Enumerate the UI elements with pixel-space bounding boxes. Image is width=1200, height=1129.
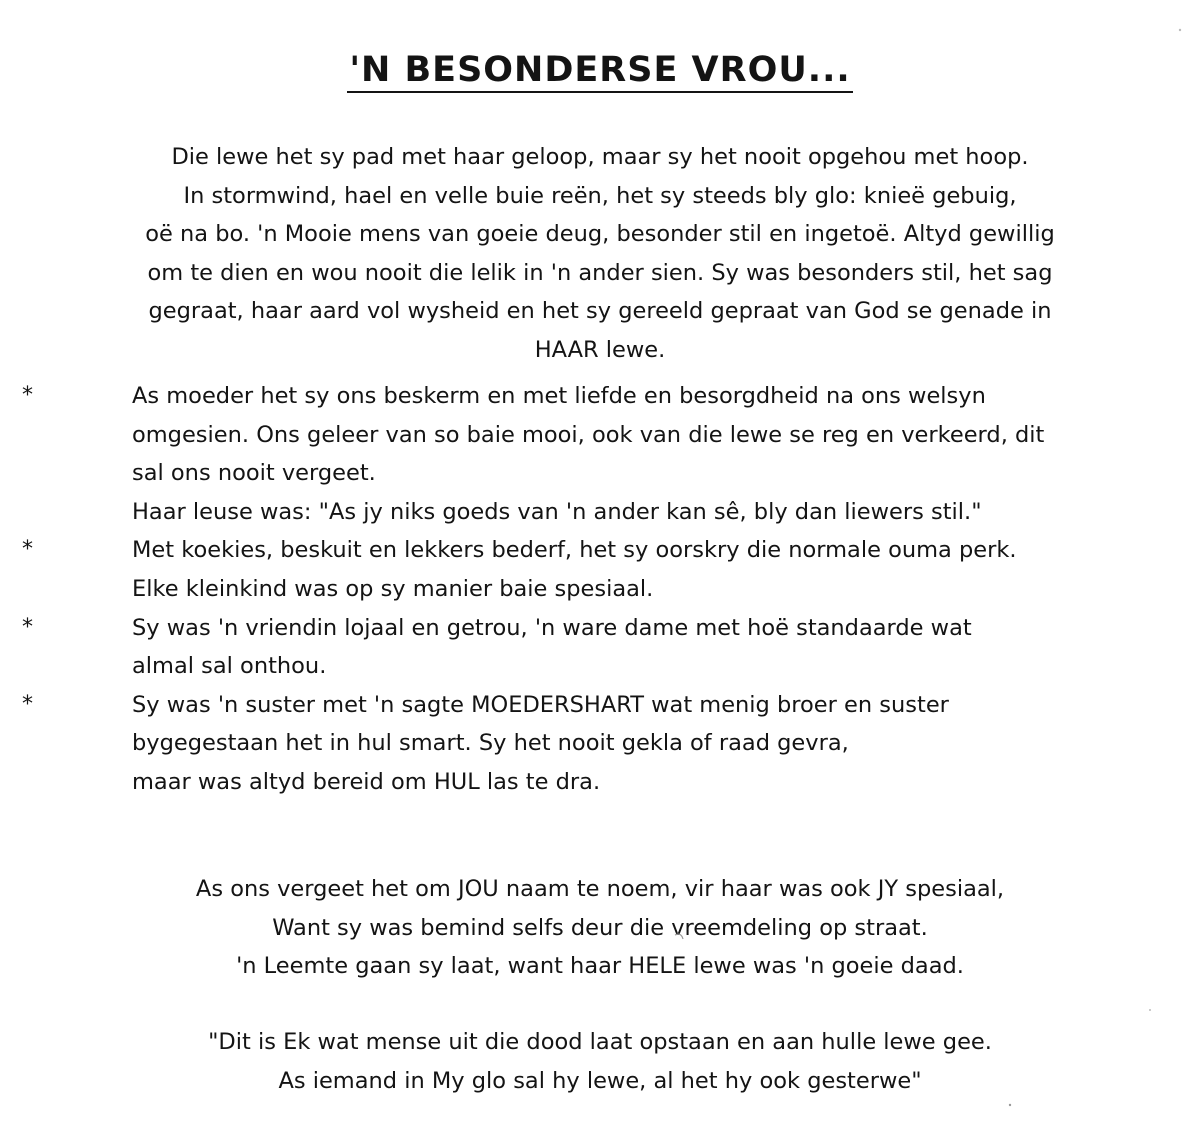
intro-line: om te dien en wou nooit die lelik in 'n ander sien. Sy was besonders stil, het sag bbox=[147, 259, 1053, 286]
closing-line: 'n Leemte gaan sy laat, want haar HELE lewe was 'n goeie daad. bbox=[236, 953, 964, 980]
list-item-line: Haar leuse was: "As jy niks goeds van 'n ander kan sê, bly dan liewers stil." bbox=[132, 498, 982, 525]
asterisk-bullet: * bbox=[22, 691, 33, 717]
list-item-friend bbox=[0, 609, 1200, 686]
list-item-line: maar was altyd bereid om HUL las te dra. bbox=[132, 768, 601, 795]
asterisk-bullet: * bbox=[22, 383, 33, 408]
closing-paragraph bbox=[60, 870, 1140, 986]
intro-line: Die lewe het sy pad met haar geloop, maar sy het nooit opgehou met hoop. bbox=[171, 144, 1029, 170]
quote-line: "Dit is Ek wat mense uit die dood laat opstaan en aan hulle lewe gee. bbox=[208, 1029, 992, 1055]
intro-line: gegraat, haar aard vol wysheid en het sy gereeld gepraat van God se genade in bbox=[148, 298, 1052, 325]
intro-line: HAAR lewe. bbox=[534, 336, 666, 363]
list-item-line: almal sal onthou. bbox=[132, 653, 327, 680]
asterisk-bullet: * bbox=[22, 537, 33, 563]
intro-line: oë na bo. 'n Mooie mens van goeie deug, besonder stil en ingetoë. Altyd gewillig bbox=[145, 221, 1055, 248]
list-item-line: Sy was 'n vriendin lojaal en getrou, 'n ware dame met hoë standaarde wat bbox=[132, 614, 972, 641]
list-item-sister bbox=[0, 686, 1200, 802]
list-item-grandmother bbox=[0, 531, 1200, 608]
tribute-list bbox=[0, 377, 1200, 802]
list-item-line: omgesien. Ons geleer van so baie mooi, ook van die lewe se reg en verkeerd, dit bbox=[132, 421, 1045, 448]
closing-line: As ons vergeet het om JOU naam te noem, vir haar was ook JY spesiaal, bbox=[195, 876, 1005, 902]
list-item-line: Sy was 'n suster met 'n sagte MOEDERSHART wat menig broer en suster bbox=[132, 691, 949, 718]
closing-line: Want sy was bemind selfs deur die vreemdeling op straat. bbox=[272, 914, 928, 941]
list-item-mother bbox=[0, 377, 1200, 531]
list-item-line: Elke kleinkind was op sy manier baie spesiaal. bbox=[132, 575, 654, 602]
quote-line: As iemand in My glo sal hy lewe, al het hy ook gesterwe" bbox=[278, 1067, 922, 1094]
scripture-quote bbox=[60, 1023, 1140, 1100]
intro-paragraph bbox=[60, 138, 1140, 370]
list-item-line: Met koekies, beskuit en lekkers bederf, het sy oorskry die normale ouma perk. bbox=[132, 537, 1017, 564]
list-item-line: bygegestaan het in hul smart. Sy het nooit gekla of raad gevra, bbox=[132, 730, 849, 757]
page-title-text: 'N BESONDERSE VROU... bbox=[347, 49, 852, 93]
page-title bbox=[0, 44, 1200, 96]
list-item-line: As moeder het sy ons beskerm en met liefde en besorgdheid na ons welsyn bbox=[132, 383, 986, 409]
asterisk-bullet: * bbox=[22, 614, 33, 640]
intro-line: In stormwind, hael en velle buie reën, het sy steeds bly glo: knieë gebuig, bbox=[183, 182, 1017, 209]
list-item-line: sal ons nooit vergeet. bbox=[132, 460, 376, 487]
